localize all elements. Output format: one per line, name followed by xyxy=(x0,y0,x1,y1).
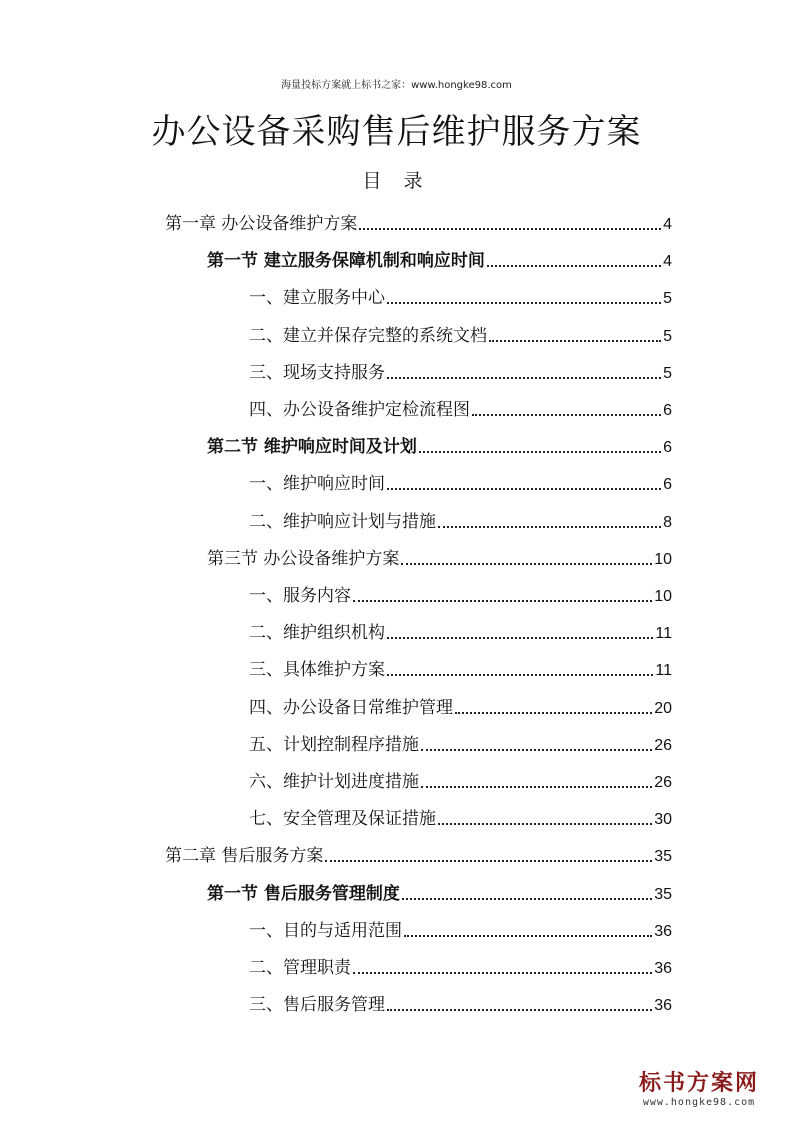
toc-leader-dots xyxy=(438,525,661,528)
toc-entry-page: 26 xyxy=(654,774,672,791)
toc-entry-page: 30 xyxy=(654,811,672,829)
toc-entry[interactable] xyxy=(249,688,672,718)
toc-leader-dots xyxy=(421,748,652,751)
toc-entry[interactable] xyxy=(207,539,672,569)
toc-entry-label: 第一节 售后服务管理制度 xyxy=(207,883,400,904)
toc-leader-dots xyxy=(387,487,661,490)
watermark-url: www.hongke98.com xyxy=(642,1097,756,1108)
toc-entry-label: 一、服务内容 xyxy=(249,586,351,606)
toc-entry-label: 第一节 建立服务保障机制和响应时间 xyxy=(207,251,485,272)
toc-entry-label: 七、安全管理及保证措施 xyxy=(249,809,436,830)
toc-entry-page: 6 xyxy=(663,439,672,457)
toc-entry-page: 36 xyxy=(654,997,672,1015)
toc-entry-label: 一、维护响应时间 xyxy=(249,474,385,495)
toc-entry-page: 11 xyxy=(655,625,672,643)
toc-entry-label: 一、目的与适用范围 xyxy=(249,920,402,941)
toc-entry-label: 五、计划控制程序措施 xyxy=(249,734,419,755)
toc-entry[interactable] xyxy=(249,911,672,941)
toc-leader-dots xyxy=(404,934,652,937)
toc-leader-dots xyxy=(387,1008,652,1011)
toc-entry-page: 10 xyxy=(654,588,672,605)
toc-entry[interactable] xyxy=(249,613,672,643)
toc-entry[interactable] xyxy=(249,985,672,1015)
toc-entry-page: 35 xyxy=(654,885,672,903)
watermark-name: 标书方案网 xyxy=(638,1071,759,1096)
toc-entry-label: 第一章 办公设备维护方案 xyxy=(165,214,358,234)
toc-entry[interactable] xyxy=(207,241,672,271)
toc-entry[interactable] xyxy=(249,353,672,383)
toc-entry-page: 36 xyxy=(654,922,672,940)
toc-entry-label: 二、维护响应计划与措施 xyxy=(249,511,436,532)
toc-entry-label: 二、维护组织机构 xyxy=(249,623,385,644)
toc-entry-page: 35 xyxy=(654,848,672,866)
toc-entry-label: 二、建立并保存完整的系统文档 xyxy=(249,325,487,346)
toc-entry[interactable] xyxy=(249,799,672,829)
toc-entry[interactable] xyxy=(249,650,672,680)
toc-entry-page: 5 xyxy=(663,290,672,308)
toc-entry-label: 四、办公设备日常维护管理 xyxy=(249,697,453,718)
toc-leader-dots xyxy=(419,450,661,453)
toc-entry[interactable] xyxy=(249,762,672,792)
toc-entry-page: 6 xyxy=(663,402,672,419)
toc-leader-dots xyxy=(421,785,652,788)
toc-entry[interactable] xyxy=(249,390,672,420)
toc-leader-dots xyxy=(489,339,661,342)
toc-entry[interactable] xyxy=(249,464,672,494)
toc-entry-label: 三、售后服务管理 xyxy=(249,995,385,1016)
toc-leader-dots xyxy=(387,376,661,379)
toc-entry-label: 一、建立服务中心 xyxy=(249,288,385,309)
toc-entry-page: 4 xyxy=(663,216,672,233)
toc-entry[interactable] xyxy=(249,502,672,532)
toc-entry[interactable] xyxy=(207,427,672,457)
toc-entry-page: 8 xyxy=(663,513,672,531)
page-header: 海量投标方案就上标书之家：www.hongke98.com xyxy=(281,80,512,91)
toc-entry-label: 三、具体维护方案 xyxy=(249,660,385,681)
toc-entry-page: 5 xyxy=(663,364,672,382)
toc-leader-dots xyxy=(353,599,652,602)
toc-entry-page: 11 xyxy=(655,662,672,680)
toc-entry-page: 10 xyxy=(654,550,672,568)
toc-leader-dots xyxy=(438,822,652,825)
toc-leader-dots xyxy=(387,636,653,639)
toc-entry[interactable] xyxy=(165,204,672,234)
toc-entry[interactable] xyxy=(207,874,672,904)
toc-leader-dots xyxy=(487,264,661,267)
toc-entry-page: 20 xyxy=(654,699,672,717)
toc-entry-label: 二、管理职责 xyxy=(249,958,351,978)
toc-leader-dots xyxy=(472,413,661,416)
toc-entry-page: 36 xyxy=(654,960,672,977)
toc-leader-dots xyxy=(359,227,661,230)
toc-leader-dots xyxy=(325,859,652,862)
toc-leader-dots xyxy=(402,897,652,900)
toc-entry-label: 六、维护计划进度措施 xyxy=(249,772,419,792)
toc-entry-page: 6 xyxy=(663,476,672,494)
site-watermark-logo xyxy=(619,1066,779,1108)
toc-entry-page: 26 xyxy=(654,736,672,754)
toc-entry-label: 第三节 办公设备维护方案 xyxy=(207,548,400,569)
toc-entry[interactable] xyxy=(249,576,672,606)
toc-entry[interactable] xyxy=(249,316,672,346)
toc-entry-page: 4 xyxy=(663,253,672,271)
document-title: 办公设备采购售后维护服务方案 xyxy=(151,112,642,152)
toc-leader-dots xyxy=(353,971,652,974)
toc-leader-dots xyxy=(387,673,653,676)
toc-leader-dots xyxy=(387,301,661,304)
toc-leader-dots xyxy=(455,711,652,714)
toc-entry-label: 第二章 售后服务方案 xyxy=(165,846,324,867)
toc-leader-dots xyxy=(401,562,652,565)
toc-entry[interactable] xyxy=(249,948,672,978)
toc-entry-label: 三、现场支持服务 xyxy=(249,362,385,383)
toc-heading: 目 录 xyxy=(362,170,431,192)
toc-entry-label: 四、办公设备维护定检流程图 xyxy=(249,400,470,420)
toc-entry-page: 5 xyxy=(663,327,672,345)
toc-entry[interactable] xyxy=(249,725,672,755)
toc-entry-label: 第二节 维护响应时间及计划 xyxy=(207,437,417,458)
toc-entry[interactable] xyxy=(249,278,672,308)
toc-entry[interactable] xyxy=(165,836,672,866)
